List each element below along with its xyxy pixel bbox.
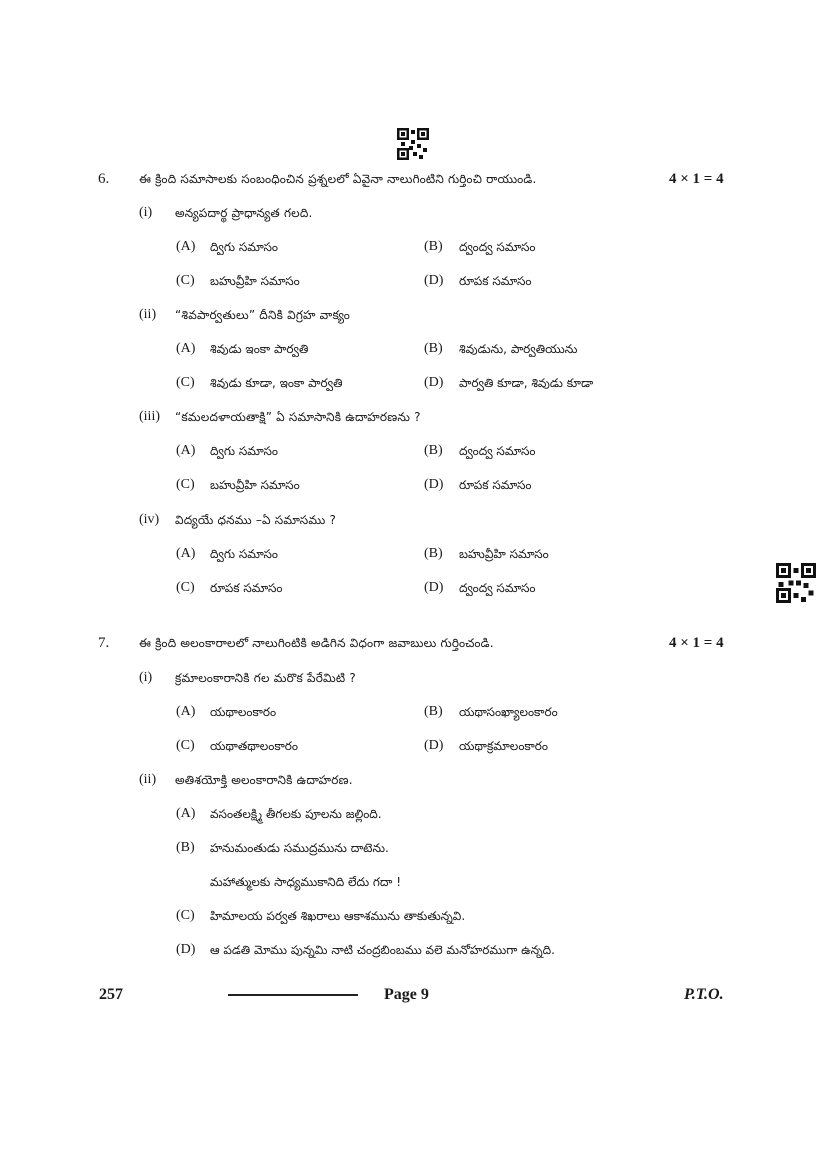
q6-sub-iv-label: (iv) [139,512,160,527]
q7-ii-option-b-text: హనుమంతుడు సముద్రమును దాటెను. [210,841,389,855]
q6-ii-option-b-letter: (B) [424,341,443,356]
q7-ii-option-b-letter: (B) [176,840,195,855]
q6-iii-option-a-text: ద్విగు సమాసం [210,444,278,458]
q6-ii-option-c-letter: (C) [176,375,195,390]
q6-i-option-b-text: ద్వంద్వ సమాసం [459,240,536,254]
q7-ii-option-c-letter: (C) [176,908,195,923]
q6-sub-ii-label: (ii) [139,307,157,322]
q6-sub-i-text: అన్యపదార్థ ప్రాధాన్యత గలది. [175,206,313,220]
q6-ii-option-a-letter: (A) [176,341,196,356]
q6-iii-option-b-text: ద్వంద్వ సమాసం [459,444,536,458]
q6-i-option-c-letter: (C) [176,273,195,288]
q7-i-option-b-letter: (B) [424,704,443,719]
q6-iv-option-b-text: బహువ్రీహి సమాసం [459,547,549,561]
q6-i-option-c-text: బహువ్రీహి సమాసం [210,274,300,288]
q6-iii-option-d-text: రూపక సమాసం [459,478,532,492]
q6-iv-option-d-text: ద్వంద్వ సమాసం [459,581,536,595]
q7-sub-i-text: క్రమాలంకారానికి గల మరొక పేరేమిటి ? [175,671,356,685]
question-6-number: 6. [98,171,110,187]
q6-iii-option-c-letter: (C) [176,477,195,492]
q7-sub-ii-label: (ii) [139,772,157,787]
question-6-marks: 4 × 1 = 4 [669,171,724,187]
q6-iii-option-a-letter: (A) [176,443,196,458]
q6-sub-iii-label: (iii) [139,409,160,424]
qr-code-side [776,563,816,603]
question-7-marks: 4 × 1 = 4 [669,635,724,651]
q6-ii-option-b-text: శివుడును, పార్వతియును [459,342,578,356]
q6-i-option-a-text: ద్విగు సమాసం [210,240,278,254]
q6-iv-option-c-text: రూపక సమాసం [210,581,283,595]
q7-ii-option-a-letter: (A) [176,806,196,821]
q6-iii-option-c-text: బహువ్రీహి సమాసం [210,478,300,492]
q7-ii-option-b-continuation: మహాత్ములకు సాధ్యముకానిది లేదు గదా ! [210,875,402,889]
q6-iv-option-a-text: ద్విగు సమాసం [210,547,278,561]
question-6-text: ఈ క్రింది సమాసాలకు సంబంధించిన ప్రశ్నలలో ఏవైనా నాలుగింటిని గుర్తించి రాయుండి. [139,172,537,186]
q7-i-option-d-letter: (D) [424,738,444,753]
q6-iv-option-b-letter: (B) [424,546,443,561]
q7-ii-option-a-text: వసంతలక్ష్మి తీగలకు పూలను జల్లింది. [210,807,382,821]
q6-iii-option-d-letter: (D) [424,477,444,492]
q6-i-option-a-letter: (A) [176,239,196,254]
q7-sub-i-label: (i) [139,670,153,685]
q6-iii-option-b-letter: (B) [424,443,443,458]
q7-ii-option-d-letter: (D) [176,942,196,957]
q6-ii-option-c-text: శివుడు కూడా, ఇంకా పార్వతి [210,376,343,390]
q7-i-option-c-letter: (C) [176,738,195,753]
q6-ii-option-d-letter: (D) [424,375,444,390]
q7-sub-ii-text: అతిశయోక్తి అలంకారానికి ఉదాహరణ. [175,773,353,787]
q6-ii-option-a-text: శివుడు ఇంకా పార్వతి [210,342,309,356]
qr-code-top [397,128,429,160]
q6-i-option-d-letter: (D) [424,273,444,288]
q6-iv-option-c-letter: (C) [176,580,195,595]
question-7-number: 7. [98,635,110,651]
q6-iv-option-a-letter: (A) [176,546,196,561]
q6-sub-iv-text: విద్యయే ధనము –ఏ సమాసము ? [175,513,337,527]
q7-i-option-b-text: యథాసంఖ్యాలంకారం [459,705,558,719]
q7-i-option-a-letter: (A) [176,704,196,719]
q6-i-option-b-letter: (B) [424,239,443,254]
q7-i-option-a-text: యథాలంకారం [210,705,277,719]
q7-i-option-d-text: యథాక్రమాలంకారం [459,739,549,753]
question-7-text: ఈ క్రింది అలంకారాలలో నాలుగింటికి అడిగిన విధంగా జవాబులు గుర్తించండి. [139,636,494,650]
q6-sub-i-label: (i) [139,205,153,220]
q7-ii-option-d-text: ఆ పడతి మోము పున్నమి నాటి చంద్రబింబము వలె మనోహరముగా ఉన్నది. [210,943,555,957]
footer-rule [228,994,358,996]
q6-i-option-d-text: రూపక సమాసం [459,274,532,288]
q6-ii-option-d-text: పార్వతి కూడా, శివుడు కూడా [459,376,594,390]
q7-i-option-c-text: యథాతథాలంకారం [210,739,298,753]
q6-iv-option-d-letter: (D) [424,580,444,595]
paper-code: 257 [99,986,123,1003]
page-number: Page 9 [384,986,429,1003]
please-turn-over: P.T.O. [684,986,724,1003]
q7-ii-option-c-text: హిమాలయ పర్వత శిఖరాలు ఆకాశమును తాకుతున్నవి. [210,909,466,923]
q6-sub-iii-text: “కమలదళాయతాక్షి” ఏ సమాసానికి ఉదాహరణను ? [175,410,421,424]
q6-sub-ii-text: “శివపార్వతులు” దీనికి విగ్రహ వాక్యం [175,308,351,322]
